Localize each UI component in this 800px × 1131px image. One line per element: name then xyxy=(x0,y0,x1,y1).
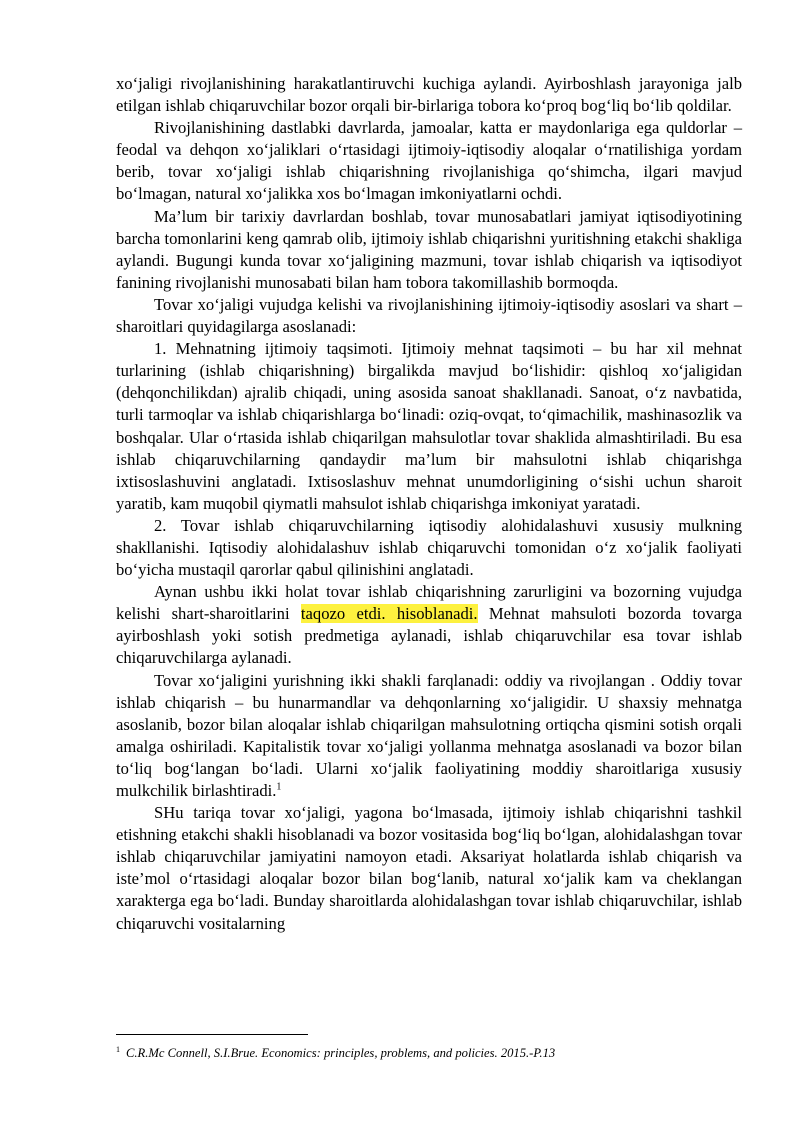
paragraph-9: SHu tariqa tovar xo‘jaligi, yagona bo‘lmasada, ijtimoiy ishlab chiqarishni tashkil etishning etakchi shakli hisoblanadi va bozor vositasida bog‘liq bo‘lgan, alohidalashgan tovar ishlab chiqaruvchilar jamiyatini namoyon etadi. Aksariyat holatlarda ishlab chiqarish va iste’mol o‘rtasidagi aloqalar bozor bilan bog‘lanib, natural xo‘jalik kam va cheklangan xarakterga ega bo‘ladi. Bunday sharoitlarda alohidalashgan tovar ishlab chiqaruvchilar, ishlab chiqaruvchi vositalarning xyxy=(116,803,742,933)
footnote-text: C.R.Mc Connell, S.I.Brue. Economics: principles, problems, and policies. 2015.-P.13 xyxy=(126,1046,556,1061)
paragraph-7-text-before: Aynan ushbu ikki holat tovar ishlab chiqarishning zarurligini va bozorning vujudga kelishi shart-sharoitlarini xyxy=(116,582,742,624)
paragraph-2: Rivojlanishining dastlabki davrlarda, jamoalar, katta er maydonlariga ega quldorlar – feodal va dehqon xo‘jaliklari o‘rtasidagi ijtimoiy-iqtisodiy aloqalar o‘rnatilishiga yordam berib, tovar xo‘jaligi ishlab chiqarishning rivojlanishiga qo‘shimcha, ilgari mavjud bo‘lmagan, natural xo‘jalikka xos bo‘lmagan imkoniyatlarni ochdi. xyxy=(116,118,742,204)
footnote-mark: 1 xyxy=(116,1045,120,1054)
paragraph-4: Tovar xo‘jaligi vujudga kelishi va rivojlanishining ijtimoiy-iqtisodiy asoslari va shart – sharoitlari quyidagilarga asoslanadi: xyxy=(116,294,742,337)
paragraph-6: 2. Tovar ishlab chiqaruvchilarning iqtisodiy alohidalashuvi xususiy mulkning shakllanishi. Iqtisodiy alohidalashuv ishlab chiqaruvchi tomonidan o‘z xo‘jalik faoliyati bo‘yicha mustaqil qarorlar qabul qilinishini anglatadi. xyxy=(116,515,742,580)
paragraph-5: 1. Mehnatning ijtimoiy taqsimoti. Ijtimoiy mehnat taqsimoti – bu har xil mehnat turlarining (ishlab chiqarishning) birgalikda mavjud bo‘lishidir: qishloq xo‘jaligidan (dehqonchilikdan) ajralib chiqadi, uning asosida sanoat shakllanadi. Sanoat, o‘z navbatida, turli tarmoqlar va ishlab chiqarishlarga bo‘linadi: oziq-ovqat, to‘qimachilik, mashinasozlik va boshqalar. Ular o‘rtasida ishlab chiqarilgan mahsulotlar tovar shaklida almashtiriladi. Bu esa ishlab chiqaruvchilarning qandaydir ma’lum bir mahsulotni ishlab chiqarishga ixtisoslashuvini anglatadi. Ixtisoslashuv mehnat unumdorligining o‘sishi uchun sharoit yaratib, kam muqobil qiymatli mahsulot ishlab chiqarishga imkoniyat yaratadi. xyxy=(116,339,742,513)
paragraph-1: xo‘jaligi rivojlanishining harakatlantiruvchi kuchiga aylandi. Ayirboshlash jarayoniga jalb etilgan ishlab chiqaruvchilar bozor orqali bir-birlariga tobora ko‘proq bog‘liq bo‘lib qoldilar. xyxy=(116,74,742,116)
paragraph-8-text: Tovar xo‘jaligini yurishning ikki shakli farqlanadi: oddiy va rivojlangan . Oddiy tovar ishlab chiqarish – bu hunarmandlar va dehqonlarning xo‘jaligidir. U shaxsiy mehnatga asoslanib, bozor bilan aloqalar ishlab chiqarilgan mahsulotning ortiqcha qismini sotish orqali amalga oshiriladi. Kapitalistik tovar xo‘jaligi yollanma mehnatga asoslanadi va bozor bilan to‘liq bog‘langan bo‘ladi. Ularni xo‘jalik faoliyatining moddiy sharoitlariga xususiy mulkchilik birlashtiradi. xyxy=(116,670,742,800)
footnote-separator xyxy=(116,1034,308,1035)
body-text xyxy=(116,73,742,935)
paragraph-8 xyxy=(116,670,742,803)
footnote-reference[interactable]: 1 xyxy=(276,781,282,793)
footnote xyxy=(116,1042,742,1061)
highlighted-text: taqozo etdi. hisoblanadi. xyxy=(300,604,478,624)
paragraph-3: Ma’lum bir tarixiy davrlardan boshlab, tovar munosabatlari jamiyat iqtisodiyotining barcha tomonlarini keng qamrab olib, ijtimoiy ishlab chiqarishni yuritishning etakchi shakliga aylandi. Bugungi kunda tovar xo‘jaligining mazmuni, tovar ishlab chiqarish va iqtisodiyot fanining rivojlanishi munosabati bilan ham tobora takomillashib bormoqda. xyxy=(116,206,742,292)
paragraph-7 xyxy=(116,581,742,669)
paragraph-7-text-after: Mehnat mahsuloti bozorda tovarga ayirboshlash yoki sotish predmetiga aylanadi, ishlab chiqaruvchilar esa tovar ishlab chiqaruvchilarga aylanadi. xyxy=(116,604,742,668)
